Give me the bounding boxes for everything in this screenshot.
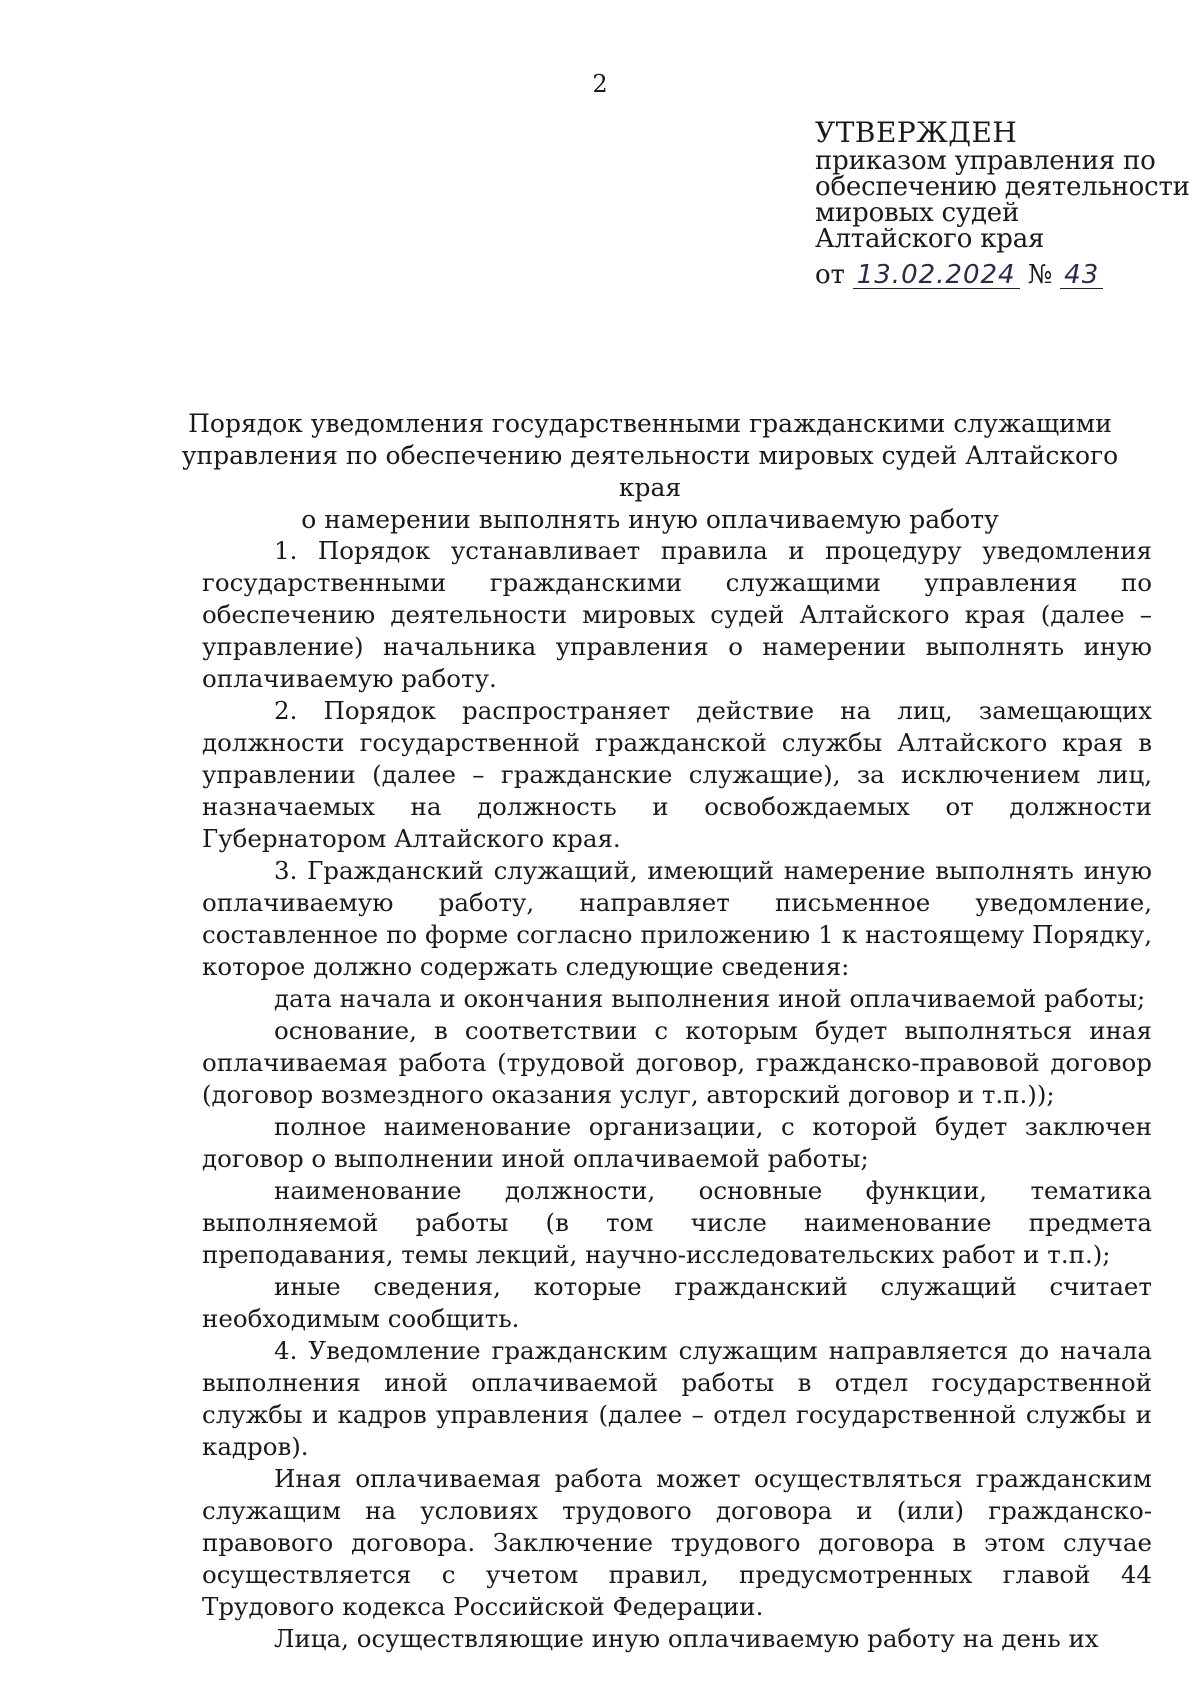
paragraph: Лица, осуществляющие иную оплачиваемую работу на день их <box>274 1624 1099 1653</box>
approval-line: Алтайского края <box>815 224 1045 254</box>
title-line: Порядок уведомления государственными гражданскими служащими <box>188 409 1112 438</box>
paragraph: 4. Уведомление гражданским служащим направляется до начала выполнения иной оплачиваемой работы в отдел государственной службы и кадров управления (далее – отдел государственной службы и кадров). <box>202 1336 1152 1461</box>
paragraph: основание, в соответствии с которым будет выполняться иная оплачиваемая работа (трудовой договор, гражданско-правовой договор (договор возмездного оказания услуг, авторский договор и т.п.)); <box>202 1016 1152 1109</box>
paragraph: 2. Порядок распространяет действие на лиц, замещающих должности государственной гражданской службы Алтайского края в управлении (далее – гражданские служащие), за исключением лиц, назначаемых на должность и освобождаемых от должности Губернатором Алтайского края. <box>202 696 1152 853</box>
date-prefix: от <box>815 260 845 290</box>
title-line: управления по обеспечению деятельности мировых судей Алтайского края <box>181 441 1119 502</box>
paragraph: Иная оплачиваемая работа может осуществляться гражданским служащим на условиях трудового договора и (или) гражданско-правового договора. Заключение трудового договора в этом случае осуществляется с учетом правил, предусмотренных главой 44 Трудового кодекса Российской Федерации. <box>202 1464 1152 1621</box>
handwritten-date: 13.02.2024 <box>853 262 1020 289</box>
handwritten-number: 43 <box>1060 262 1103 289</box>
paragraph: дата начала и окончания выполнения иной оплачиваемой работы; <box>274 984 1146 1013</box>
approval-line: обеспечению деятельности <box>815 172 1190 202</box>
paragraph: иные сведения, которые гражданский служащий считает необходимым сообщить. <box>202 1272 1152 1333</box>
title-line: о намерении выполнять иную оплачиваемую работу <box>301 505 999 534</box>
approval-line: мировых судей <box>815 198 1020 228</box>
approval-block <box>815 116 1190 290</box>
approval-date-line <box>815 262 1185 289</box>
paragraph: полное наименование организации, с которой будет заключен договор о выполнении иной оплачиваемой работы; <box>202 1112 1152 1173</box>
paragraph: 1. Порядок устанавливает правила и процедуру уведомления государственными гражданскими служащими управления по обеспечению деятельности мировых судей Алтайского края (далее – управление) начальника управления о намерении выполнять иную оплачиваемую работу. <box>202 536 1152 693</box>
paragraph: наименование должности, основные функции, тематика выполняемой работы (в том числе наименование предмета преподавания, темы лекций, научно-исследовательских работ и т.п.); <box>202 1176 1152 1269</box>
paragraph: 3. Гражданский служащий, имеющий намерение выполнять иную оплачиваемую работу, направляет письменное уведомление, составленное по форме согласно приложению 1 к настоящему Порядку, которое должно содержать следующие сведения: <box>202 856 1152 981</box>
approval-line: приказом управления по <box>815 146 1156 176</box>
approval-heading: УТВЕРЖДЕН <box>815 116 1018 149</box>
document-body <box>202 535 1152 1655</box>
page-number: 2 <box>592 70 608 98</box>
document-title <box>150 408 1150 536</box>
number-prefix: № <box>1027 260 1053 290</box>
